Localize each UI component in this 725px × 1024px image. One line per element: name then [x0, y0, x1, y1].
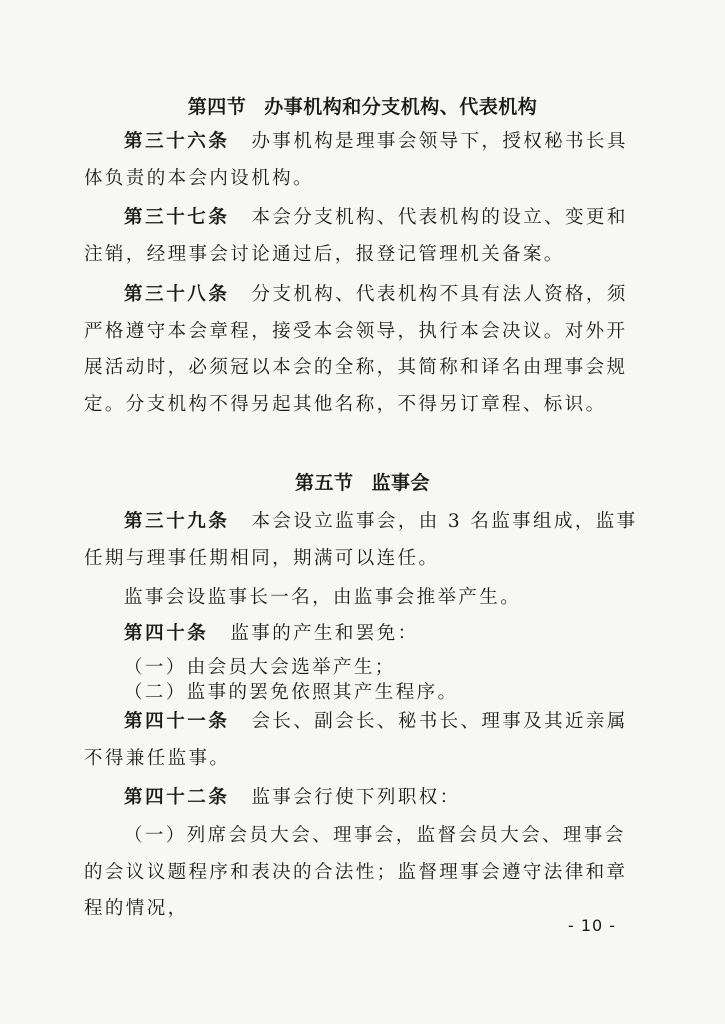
article-42-item-1 [84, 818, 644, 928]
section-number: 第四节 [187, 96, 247, 118]
article-text: 会长、副会长、秘书长、理事及其近亲属不得兼任监事。 [84, 711, 628, 769]
article-40-item-1 [84, 655, 644, 681]
page-number: - 10 - [568, 916, 617, 935]
article-text: 本会分支机构、代表机构的设立、变更和注销，经理事会讨论通过后，报登记管理机关备案。 [84, 207, 628, 265]
article-40-item-2 [84, 680, 644, 706]
list-item: （一）由会员大会选举产生； [124, 657, 396, 678]
section-title-4 [0, 92, 725, 119]
section-name: 监事会 [371, 472, 431, 494]
section-title-5 [0, 468, 725, 495]
article-38 [84, 277, 644, 423]
article-heading: 第三十七条 [124, 207, 230, 228]
article-37 [84, 200, 644, 273]
article-text: 监事的产生和罢免： [230, 623, 419, 644]
paragraph-text: 监事会设监事长一名，由监事会推举产生。 [124, 587, 522, 608]
article-39-supplement [84, 580, 644, 617]
article-heading: 第四十一条 [124, 711, 230, 732]
article-40 [84, 616, 644, 653]
article-heading: 第三十八条 [124, 284, 230, 305]
article-heading: 第四十二条 [124, 787, 230, 808]
article-text: 分支机构、代表机构不具有法人资格，须严格遵守本会章程，接受本会领导，执行本会决议。对外开展活动时，必须冠以本会的全称，其简称和译名由理事会规定。分支机构不得另起其他名称，不得另订章程、标识。 [84, 284, 628, 415]
article-text: 办事机构是理事会领导下，授权秘书长具体负责的本会内设机构。 [84, 131, 628, 189]
article-42 [84, 780, 644, 817]
article-41 [84, 704, 644, 777]
article-39 [84, 504, 644, 577]
article-text: 本会设立监事会，由 3 名监事组成，监事任期与理事任期相同，期满可以连任。 [84, 511, 638, 569]
section-name: 办事机构和分支机构、代表机构 [264, 96, 538, 118]
article-heading: 第三十六条 [124, 131, 230, 152]
section-number: 第五节 [294, 472, 354, 494]
article-36 [84, 124, 644, 197]
article-text: 监事会行使下列职权： [251, 787, 461, 808]
list-item: （一）列席会员大会、理事会，监督会员大会、理事会的会议议题程序和表决的合法性；监督理事会遵守法律和章程的情况， [84, 825, 628, 919]
list-item: （二）监事的罢免依照其产生程序。 [124, 682, 459, 703]
article-heading: 第四十条 [124, 623, 209, 644]
article-heading: 第三十九条 [124, 511, 230, 532]
